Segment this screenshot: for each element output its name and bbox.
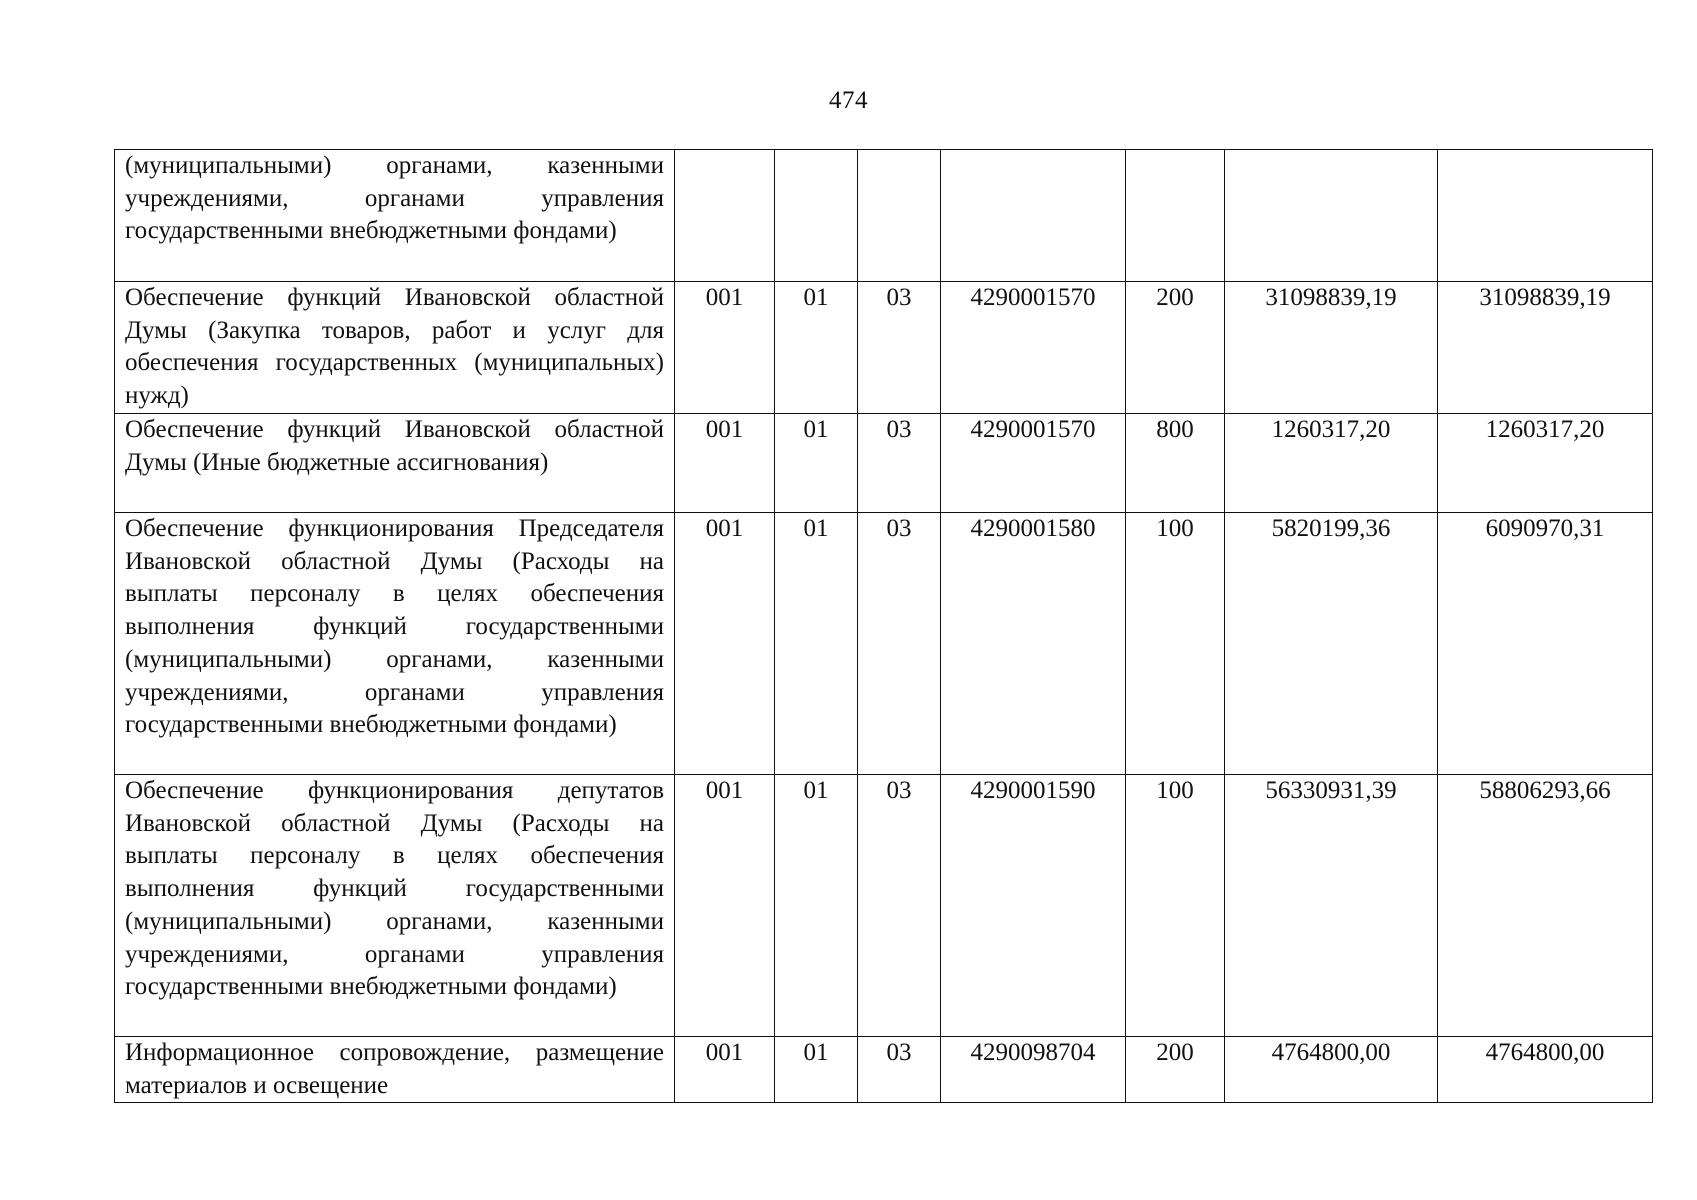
amount-year-1: 5820199,36 bbox=[1225, 513, 1438, 775]
amount-year-2: 58806293,66 bbox=[1438, 775, 1653, 1037]
ved-code: 001 bbox=[675, 513, 775, 775]
row-description: Обеспечение функционирования Председателя Ивановской областной Думы (Расходы на выплаты персоналу в целях обеспечения выполнения функций государственными (муниципальными) органами, казенными учреждениями, органами управления государственными внебюджетными фондами) bbox=[115, 513, 675, 775]
amount-year-2 bbox=[1438, 150, 1653, 282]
subsection-code: 03 bbox=[858, 282, 941, 414]
target-article-code: 4290001570 bbox=[941, 282, 1126, 414]
amount-year-2: 1260317,20 bbox=[1438, 414, 1653, 513]
section-code: 01 bbox=[775, 1037, 858, 1103]
target-article-code bbox=[941, 150, 1126, 282]
section-code: 01 bbox=[775, 282, 858, 414]
ved-code: 001 bbox=[675, 414, 775, 513]
amount-year-2: 31098839,19 bbox=[1438, 282, 1653, 414]
expense-type-code: 100 bbox=[1126, 513, 1225, 775]
section-code bbox=[775, 150, 858, 282]
expense-type-code: 800 bbox=[1126, 414, 1225, 513]
subsection-code: 03 bbox=[858, 513, 941, 775]
table-row bbox=[115, 775, 1653, 1037]
target-article-code: 4290001590 bbox=[941, 775, 1126, 1037]
section-code: 01 bbox=[775, 513, 858, 775]
budget-table bbox=[114, 149, 1653, 1103]
target-article-code: 4290001570 bbox=[941, 414, 1126, 513]
section-code: 01 bbox=[775, 414, 858, 513]
row-description: Обеспечение функций Ивановской областной Думы (Иные бюджетные ассигнования) bbox=[115, 414, 675, 513]
subsection-code: 03 bbox=[858, 1037, 941, 1103]
expense-type-code: 100 bbox=[1126, 775, 1225, 1037]
ved-code: 001 bbox=[675, 282, 775, 414]
row-description: Обеспечение функционирования депутатов Ивановской областной Думы (Расходы на выплаты персоналу в целях обеспечения выполнения функций государственными (муниципальными) органами, казенными учреждениями, органами управления государственными внебюджетными фондами) bbox=[115, 775, 675, 1037]
table-row bbox=[115, 150, 1653, 282]
amount-year-1: 31098839,19 bbox=[1225, 282, 1438, 414]
table-row bbox=[115, 1037, 1653, 1103]
page-number: 474 bbox=[829, 87, 868, 114]
amount-year-2: 6090970,31 bbox=[1438, 513, 1653, 775]
subsection-code bbox=[858, 150, 941, 282]
expense-type-code: 200 bbox=[1126, 282, 1225, 414]
table-row bbox=[115, 513, 1653, 775]
amount-year-1: 4764800,00 bbox=[1225, 1037, 1438, 1103]
table-row bbox=[115, 414, 1653, 513]
amount-year-1: 1260317,20 bbox=[1225, 414, 1438, 513]
ved-code: 001 bbox=[675, 775, 775, 1037]
ved-code bbox=[675, 150, 775, 282]
row-description: (муниципальными) органами, казенными учреждениями, органами управления государственными внебюджетными фондами) bbox=[115, 150, 675, 282]
section-code: 01 bbox=[775, 775, 858, 1037]
row-description: Информационное сопровождение, размещение материалов и освещение bbox=[115, 1037, 675, 1103]
table-row bbox=[115, 282, 1653, 414]
target-article-code: 4290001580 bbox=[941, 513, 1126, 775]
expense-type-code bbox=[1126, 150, 1225, 282]
ved-code: 001 bbox=[675, 1037, 775, 1103]
amount-year-2: 4764800,00 bbox=[1438, 1037, 1653, 1103]
subsection-code: 03 bbox=[858, 775, 941, 1037]
target-article-code: 4290098704 bbox=[941, 1037, 1126, 1103]
row-description: Обеспечение функций Ивановской областной Думы (Закупка товаров, работ и услуг для обеспечения государственных (муниципальных) нужд) bbox=[115, 282, 675, 414]
amount-year-1: 56330931,39 bbox=[1225, 775, 1438, 1037]
expense-type-code: 200 bbox=[1126, 1037, 1225, 1103]
subsection-code: 03 bbox=[858, 414, 941, 513]
amount-year-1 bbox=[1225, 150, 1438, 282]
